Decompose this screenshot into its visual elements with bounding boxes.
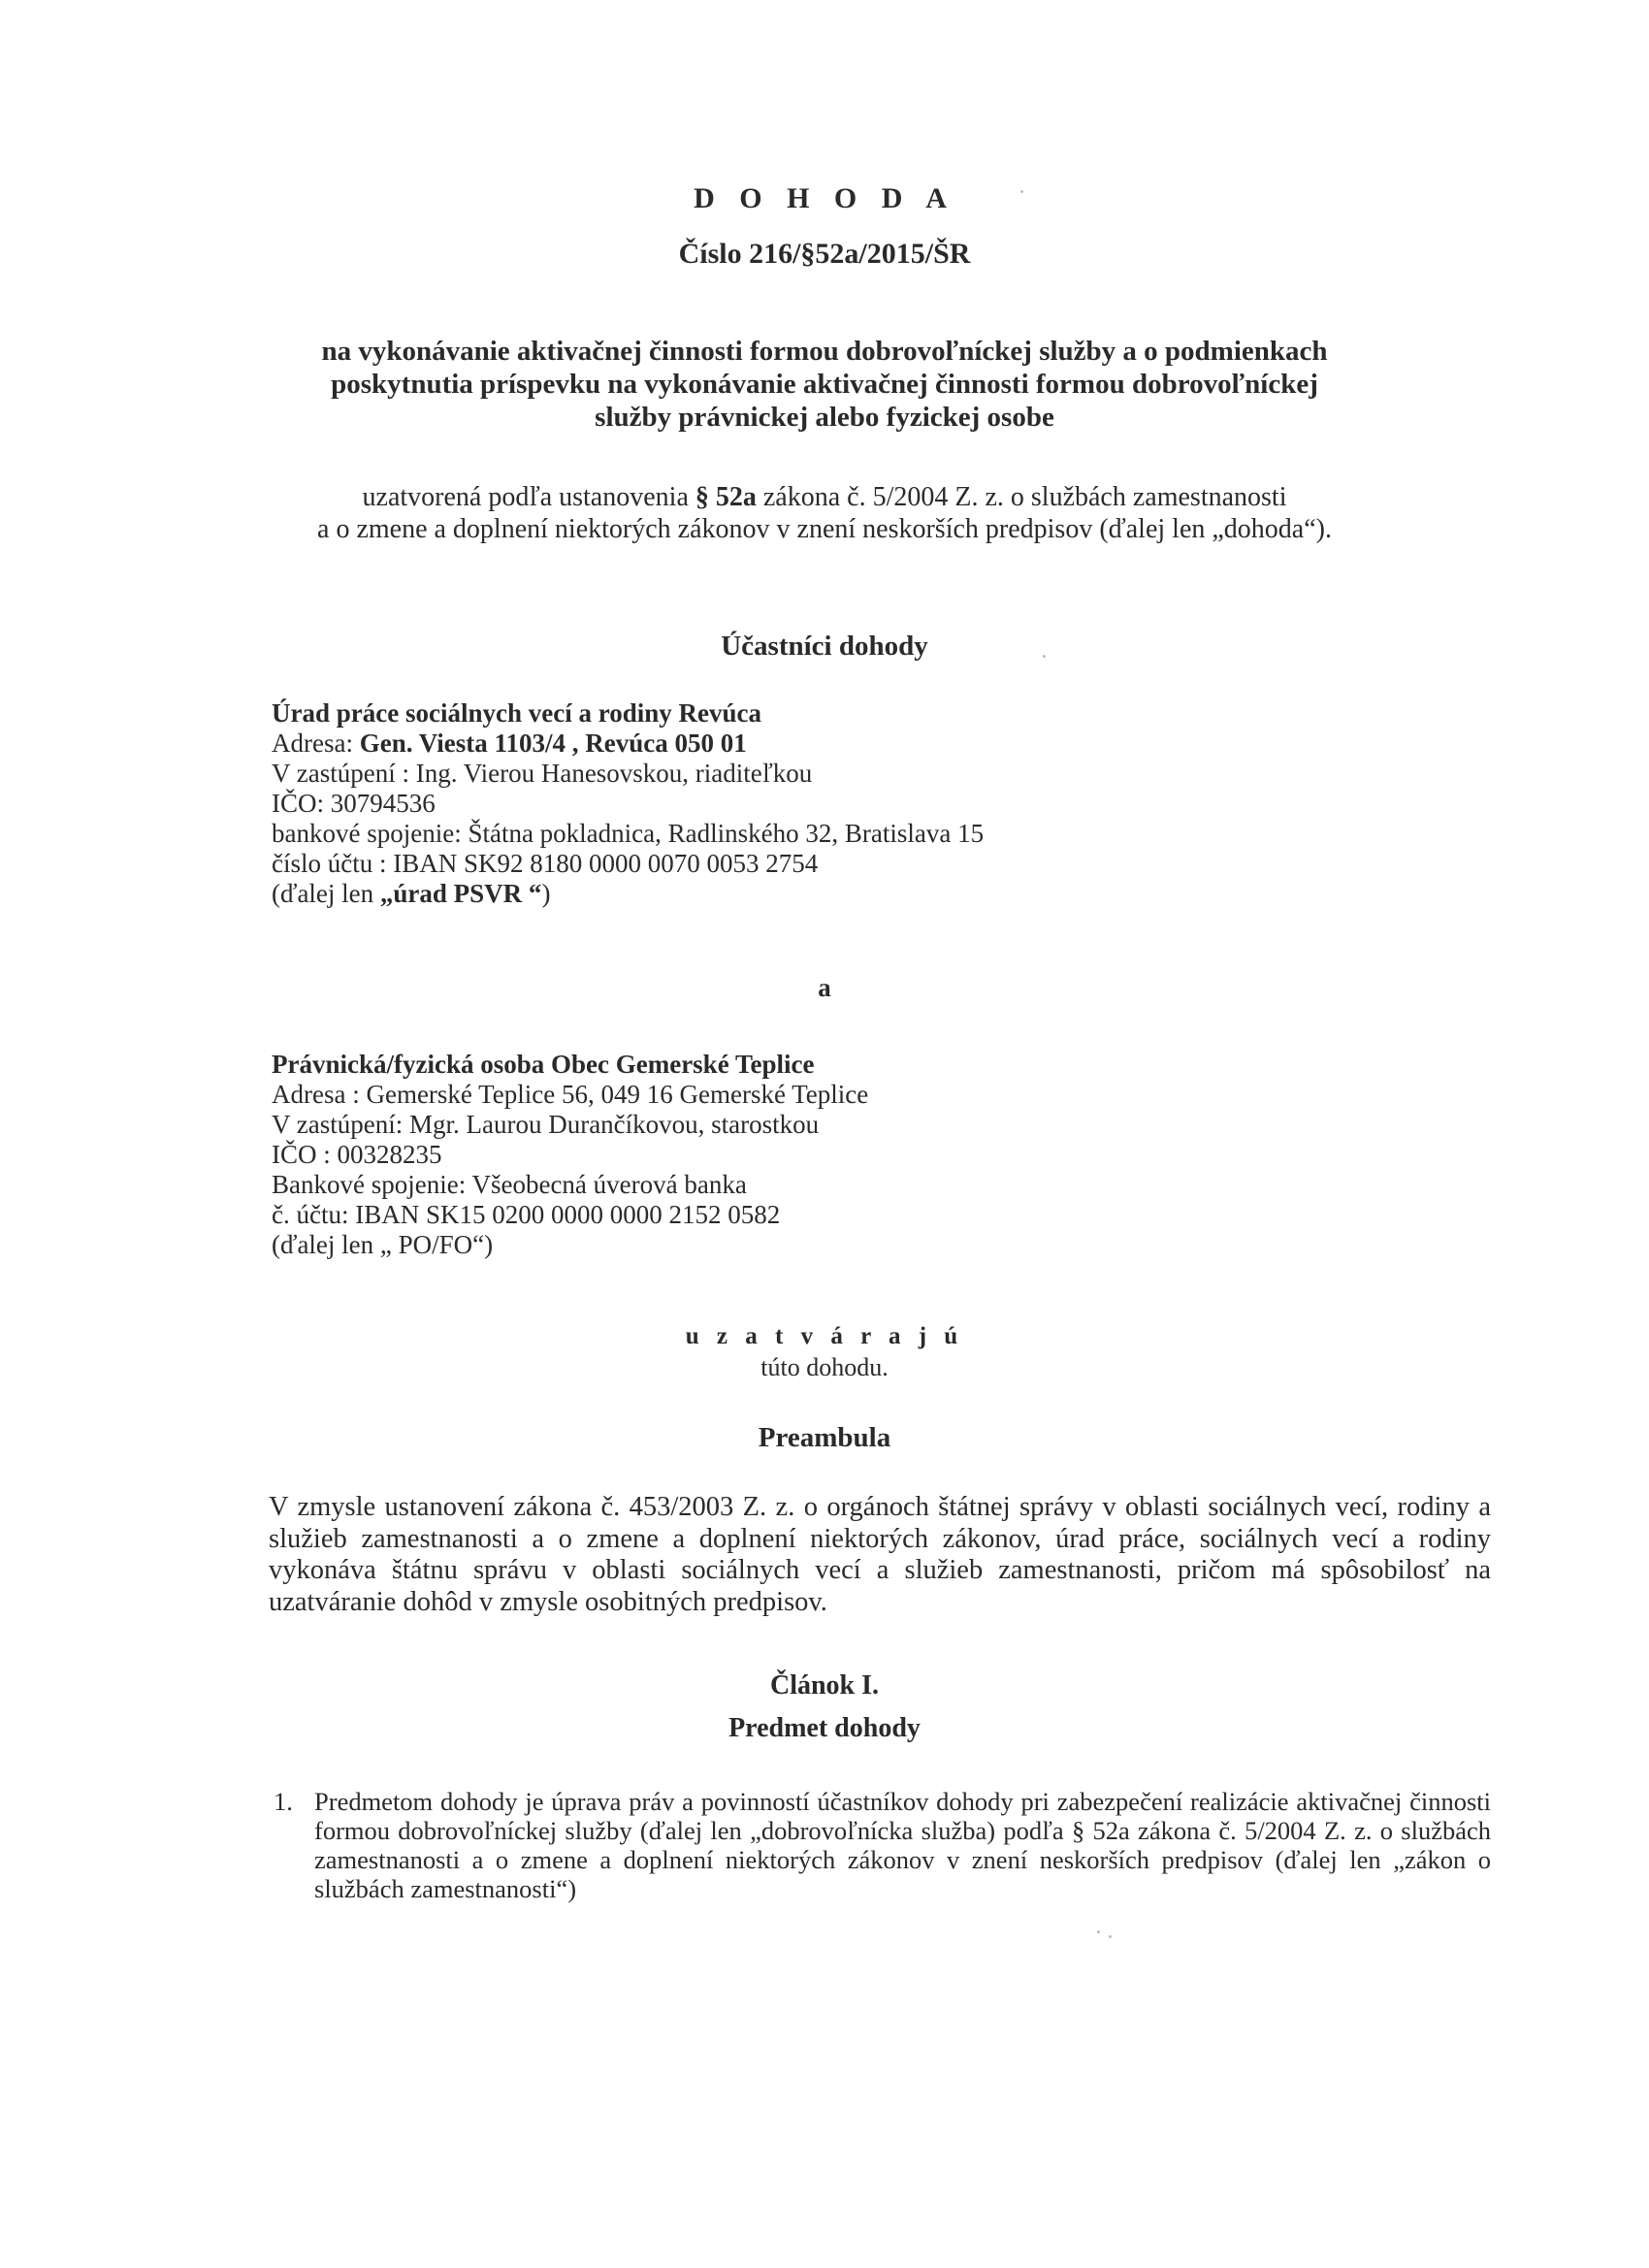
party-2-ico: IČO : 00328235 [272,1140,442,1169]
party-2-representation: V zastúpení: Mgr. Laurou Durančíkovou, starostkou [272,1110,820,1139]
alias-name: „úrad PSVR “ [379,879,542,908]
party-2-name: Právnická/fyzická osoba Obec Gemerské Teplice [272,1050,815,1079]
party-2-alias: (ďalej len „ PO/FO“) [272,1230,494,1259]
subtitle-line: na vykonávanie aktivačnej činnosti formou dobrovoľníckej služby a o podmienkach [321,336,1328,367]
party-1-address [272,729,984,759]
party-1-ico: IČO: 30794536 [272,789,436,818]
intro-text: uzatvorená podľa ustanovenia [362,482,695,512]
article-item [274,1787,1491,1903]
conclude-text: túto dohodu. [760,1353,889,1381]
party-2-block [272,1050,868,1260]
party-1-account: číslo účtu : IBAN SK92 8180 0000 0070 0053 2754 [272,849,819,878]
address-label: Adresa: [272,729,360,758]
legal-basis-intro [0,481,1649,545]
conclude-spaced: u z a t v á r a j ú [685,1323,964,1349]
party-2-account: č. účtu: IBAN SK15 0200 0000 0000 2152 0582 [272,1200,781,1229]
preamble-text: V zmysle ustanovení zákona č. 453/2003 Z. z. o orgánoch štátnej správy v oblasti sociálnych vecí, rodiny a služieb zamestnanosti a o zmene a doplnení niektorých zákonov, úrad práce, sociálnych vecí a rodiny vykonáva štátnu správu v oblasti sociálnych vecí a služieb zamestnanosti, pričom má spôsobilosť na uzatváranie dohôd v zmysle osobitných predpisov. [269,1492,1491,1617]
intro-text: zákona č. 5/2004 Z. z. o službách zamestnanosti [756,482,1287,512]
party-1-representation: V zastúpení : Ing. Vierou Hanesovskou, riaditeľkou [272,759,813,788]
document-title: D O H O D A [694,182,955,214]
scan-speck [1020,190,1023,193]
participants-heading: Účastníci dohody [721,631,928,662]
item-text: Predmetom dohody je úprava práv a povinností účastníkov dohody pri zabezpečení realizácie aktivačnej činnosti formou dobrovoľníckej služby (ďalej len „dobrovoľnícka služba) podľa § 52a zákona č. 5/2004 Z. z. o službách zamestnanosti a o zmene a doplnení niektorých zákonov v znení neskorších predpisov (ďalej len „zákon o službách zamestnanosti“) [314,1787,1491,1903]
item-number: 1. [274,1787,293,1816]
conjunction: a [818,973,831,1002]
party-1-alias [272,879,984,909]
scan-speck [1109,1935,1112,1938]
party-1-bank: bankové spojenie: Štátna pokladnica, Radlinského 32, Bratislava 15 [272,819,985,848]
address-value: Gen. Viesta 1103/4 , Revúca 050 01 [359,729,747,758]
subtitle-line: služby právnickej alebo fyzickej osobe [595,402,1054,433]
alias-prefix: (ďalej len [272,879,380,908]
section-reference: § 52a [695,482,757,512]
party-2-address: Adresa : Gemerské Teplice 56, 049 16 Gemerské Teplice [272,1080,869,1109]
party-1-name: Úrad práce sociálnych vecí a rodiny Revúca [272,698,761,728]
subtitle-line: poskytnutia príspevku na vykonávanie aktivačnej činnosti formou dobrovoľníckej [331,369,1318,400]
alias-suffix: ) [541,879,551,908]
scan-speck [1097,1930,1100,1933]
document-subtitle [0,335,1649,434]
document-number: Číslo 216/§52a/2015/ŠR [678,238,971,270]
party-1-block [272,698,984,909]
party-2-bank: Bankové spojenie: Všeobecná úverová banka [272,1170,747,1199]
intro-line-2: a o zmene a doplnení niektorých zákonov v znení neskorších predpisov (ďalej len „dohoda“). [317,514,1332,544]
scan-speck [1043,655,1046,658]
article-subheading: Predmet dohody [728,1713,921,1743]
article-heading: Článok I. [769,1670,880,1701]
intro-line-1 [0,481,1649,513]
preamble-heading: Preambula [758,1422,891,1453]
